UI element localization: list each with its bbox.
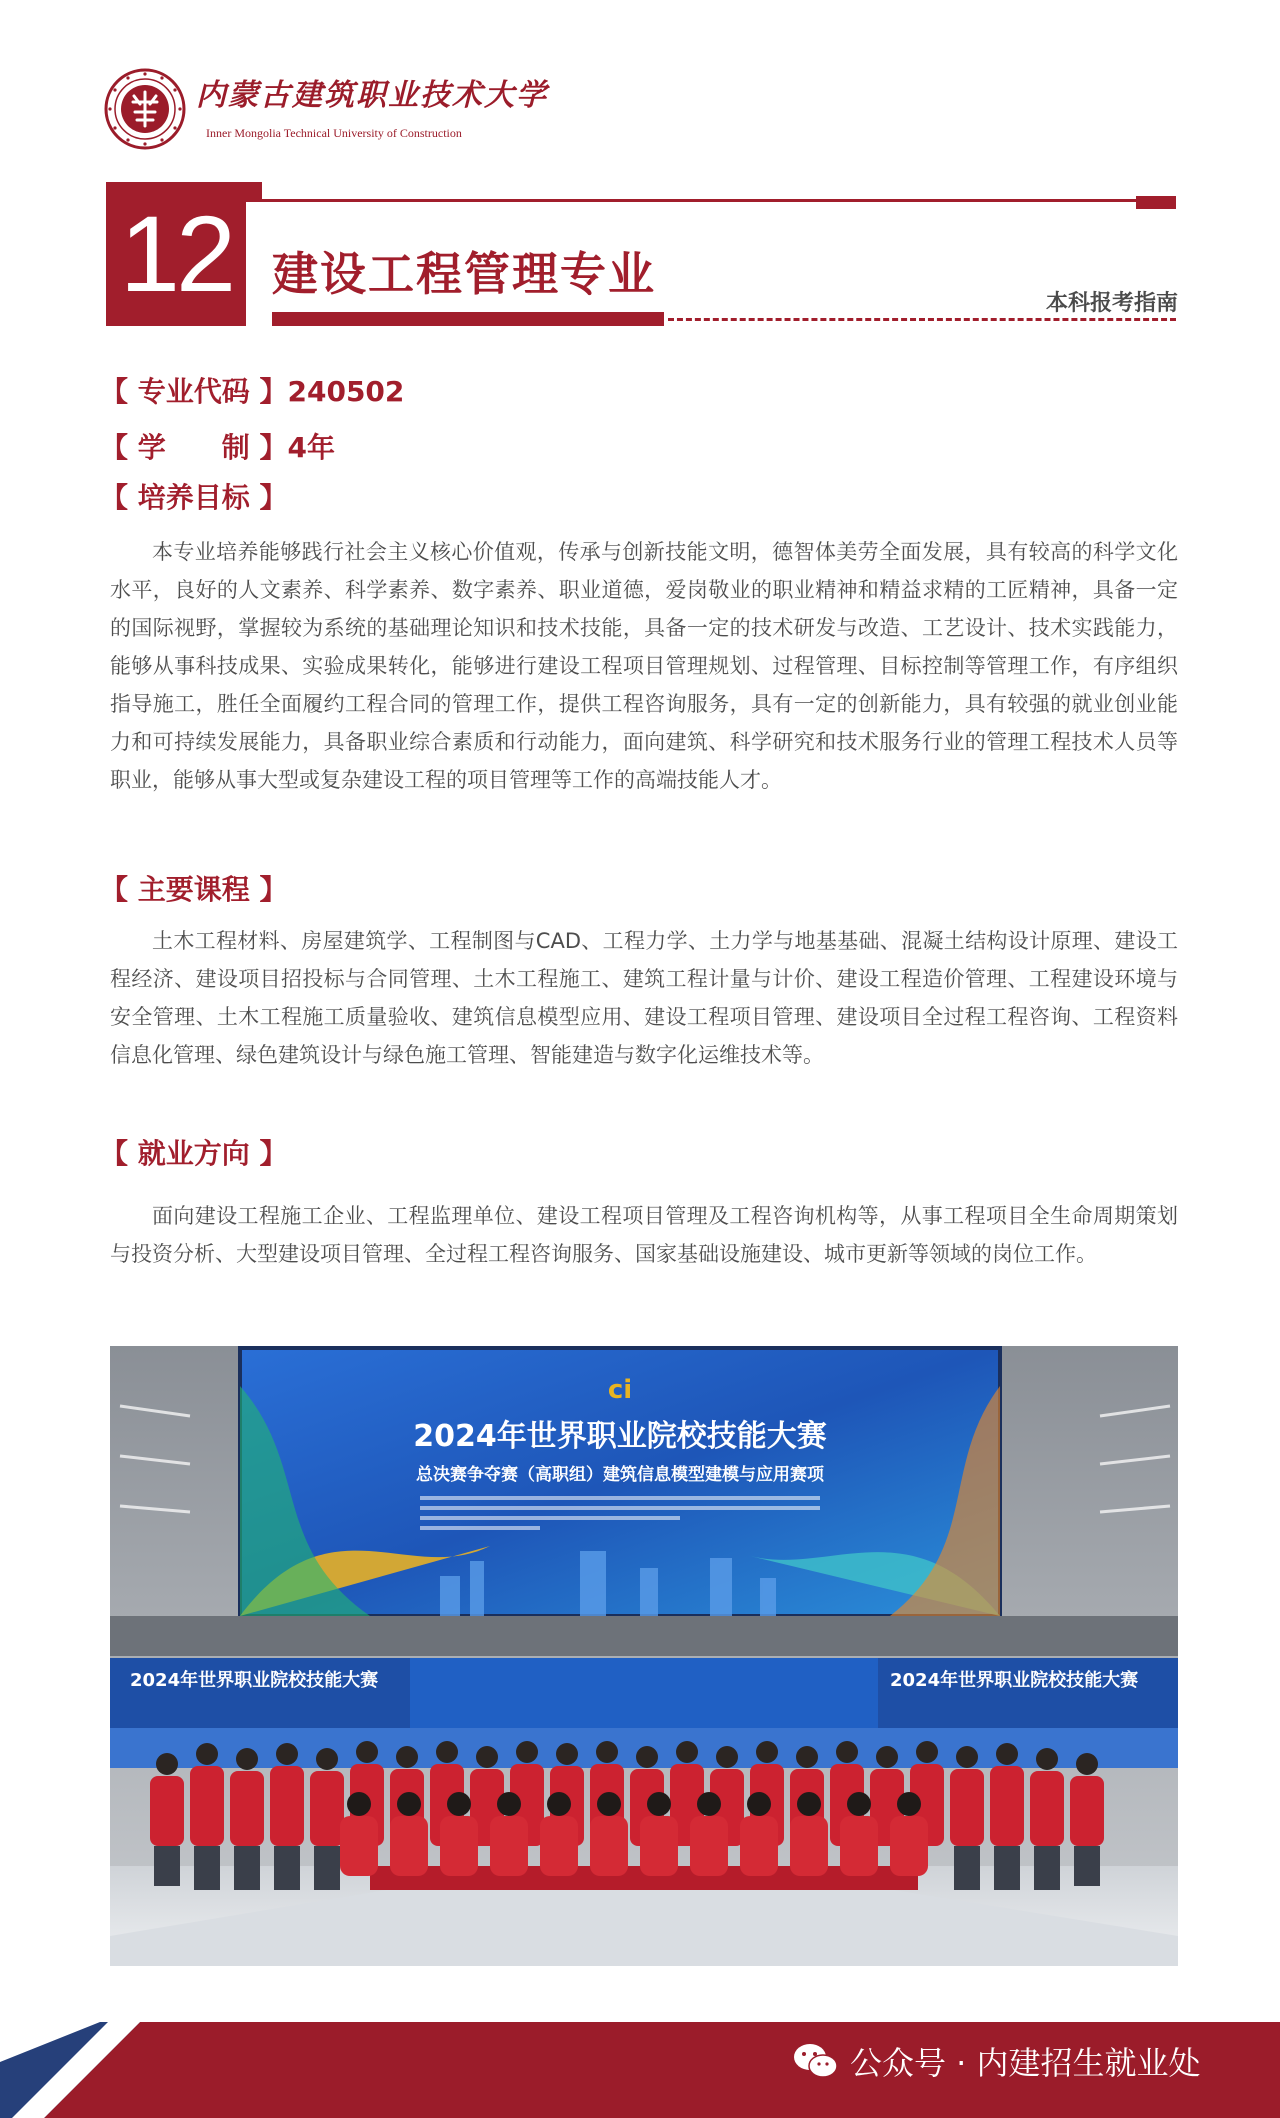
courses-paragraph: 土木工程材料、房屋建筑学、工程制图与CAD、工程力学、土力学与地基基础、混凝土结构设计原理、建设工程经济、建设项目招投标与合同管理、土木工程施工、建筑工程计量与计价、建设工程造价管理、工程建设环境与安全管理、土木工程施工质量验收、建筑信息模型应用、建设工程项目管理、建设项目全过程工程咨询、工程资料信息化管理、绿色建筑设计与绿色施工管理、智能建造与数字化运维技术等。 [110, 929, 1178, 1067]
goal-paragraph: 本专业培养能够践行社会主义核心价值观，传承与创新技能文明，德智体美劳全面发展，具有较高的科学文化水平，良好的人文素养、科学素养、数字素养、职业道德，爱岗敬业的职业精神和精益求精的工匠精神，具备一定的国际视野，掌握较为系统的基础理论知识和技术技能，具备一定的技术研发与改造、工艺设计、技术实践能力，能够从事科技成果、实验成果转化，能够进行建设工程项目管理规划、过程管理、目标控制等管理工作，有序组织指导施工，胜任全面履约工程合同的管理工作，提供工程咨询服务，具有一定的创新能力，具有较强的就业创业能力和可持续发展能力，具备职业综合素质和行动能力，面向建筑、科学研究和技术服务行业的管理工程技术人员等职业，能够从事大型或复杂建设工程的项目管理等工作的高端技能人才。 [110, 540, 1178, 792]
svg-text:ci: ci [607, 1375, 633, 1405]
career-paragraph: 面向建设工程施工企业、工程监理单位、建设工程项目管理及工程咨询机构等，从事工程项目全生命周期策划与投资分析、大型建设项目管理、全过程工程咨询服务、国家基础设施建设、城市更新等领域的岗位工作。 [110, 1204, 1178, 1266]
competition-group-photo [110, 1346, 1178, 1966]
duration-value: 4年 [287, 431, 335, 464]
side-banner-right: 2024年世界职业院校技能大赛 [890, 1670, 1139, 1691]
wechat-account-link[interactable] [792, 2038, 1201, 2084]
major-code-row [100, 370, 404, 410]
photo-illustration [110, 1346, 1178, 1966]
guide-label: 本科报考指南 [1045, 291, 1178, 316]
decorative-corner [246, 182, 262, 202]
major-title: 建设工程管理专业 [272, 247, 656, 301]
wechat-icon [792, 2041, 838, 2081]
university-name-en: Inner Mongolia Technical University of Construction [206, 126, 462, 140]
top-divider-cap [1136, 196, 1176, 209]
side-banner-left: 2024年世界职业院校技能大赛 [130, 1670, 379, 1691]
wechat-account-text: 公众号 · 内建招生就业处 [850, 2044, 1201, 2082]
major-code-value: 240502 [287, 375, 405, 408]
section-number-box [106, 182, 246, 326]
university-seal-icon [104, 68, 186, 150]
title-underline [272, 312, 664, 326]
university-name: 内蒙古建筑职业技术大学 [196, 78, 548, 113]
duration-label: 【 学 制 】 [100, 431, 288, 464]
major-code-label: 【 专业代码 】 [100, 375, 288, 408]
duration-row [100, 426, 335, 466]
banner-subtitle: 总决赛争夺赛（高职组）建筑信息模型建模与应用赛项 [416, 1465, 824, 1485]
footer-stripe-decoration [0, 2022, 200, 2118]
top-divider [262, 199, 1136, 202]
banner-title: 2024年世界职业院校技能大赛 [413, 1419, 827, 1454]
section-number: 12 [119, 193, 233, 314]
dashed-divider [668, 318, 1176, 321]
career-heading: 【 就业方向 】 [100, 1137, 288, 1170]
goal-heading: 【 培养目标 】 [100, 481, 288, 514]
courses-heading: 【 主要课程 】 [100, 873, 288, 906]
